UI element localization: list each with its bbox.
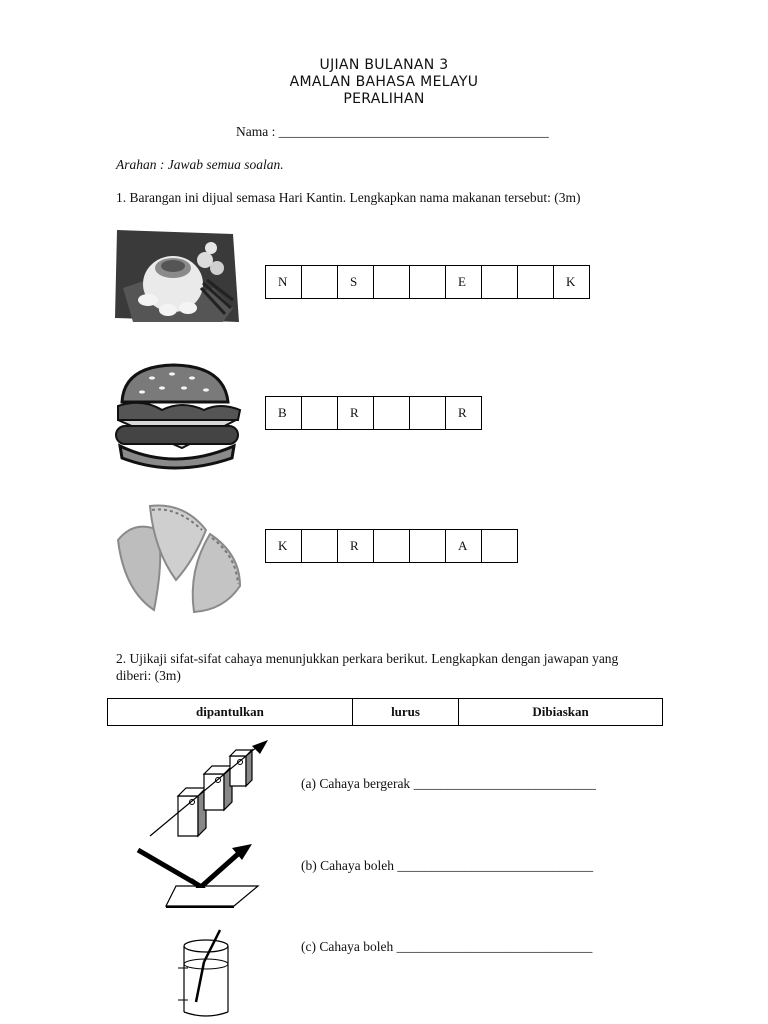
statement-c [301,939,592,955]
option-dibiaskan: Dibiaskan [459,699,663,726]
statement-b-blank[interactable]: _____________________________ [397,858,594,873]
letter-box[interactable] [409,529,446,563]
option-dipantulkan: dipantulkan [108,699,353,726]
statement-b [301,858,593,874]
letter-box[interactable] [409,396,446,430]
letter-box[interactable] [373,265,410,299]
answer-options-table [107,698,663,726]
letter-box[interactable] [373,529,410,563]
letter-box[interactable]: A [445,529,482,563]
statement-a [301,776,596,792]
letter-box[interactable]: R [337,529,374,563]
class-title: PERALIHAN [343,91,425,107]
letter-box[interactable] [481,529,518,563]
question-2-text: 2. Ujikaji sifat-sifat cahaya menunjukkan perkara berikut. Lengkapkan dengan jawapan yang [116,651,619,666]
letter-box[interactable]: K [265,529,302,563]
light-reflection-diagram [134,842,260,910]
light-straight-diagram [146,738,276,840]
exam-title: UJIAN BULANAN 3 [319,57,449,73]
option-lurus: lurus [352,699,458,726]
letter-box[interactable]: B [265,396,302,430]
statement-c-blank[interactable]: _____________________________ [396,939,593,954]
statement-a-blank[interactable]: ___________________________ [413,776,596,791]
statement-a-text: (a) Cahaya bergerak [301,776,411,791]
answer-row-burger [265,396,482,430]
nasi-lemak-image [113,228,241,326]
letter-box[interactable]: R [445,396,482,430]
light-refraction-diagram [176,928,234,1020]
letter-box[interactable] [301,396,338,430]
letter-box[interactable] [517,265,554,299]
letter-box[interactable] [481,265,518,299]
letter-box[interactable] [373,396,410,430]
name-field[interactable] [236,124,549,140]
answer-row-karipap [265,529,518,563]
karipap-image [114,500,244,616]
letter-box[interactable] [301,529,338,563]
name-blank: ________________________________________ [278,124,549,139]
burger-image [112,362,244,474]
letter-box[interactable]: E [445,265,482,299]
letter-box[interactable]: R [337,396,374,430]
letter-box[interactable] [301,265,338,299]
letter-box[interactable]: K [553,265,590,299]
statement-c-text: (c) Cahaya boleh [301,939,394,954]
letter-box[interactable]: S [337,265,374,299]
answer-row-nasi-lemak [265,265,590,299]
instruction: Arahan : Jawab semua soalan. [116,157,284,172]
question-1-text: 1. Barangan ini dijual semasa Hari Kantin. Lengkapkan nama makanan tersebut: (3m) [116,190,581,205]
subject-title: AMALAN BAHASA MELAYU [289,74,479,90]
statement-b-text: (b) Cahaya boleh [301,858,394,873]
letter-box[interactable] [409,265,446,299]
name-label: Nama : [236,124,276,139]
letter-box[interactable]: N [265,265,302,299]
question-2-text-cont: diberi: (3m) [116,668,181,683]
